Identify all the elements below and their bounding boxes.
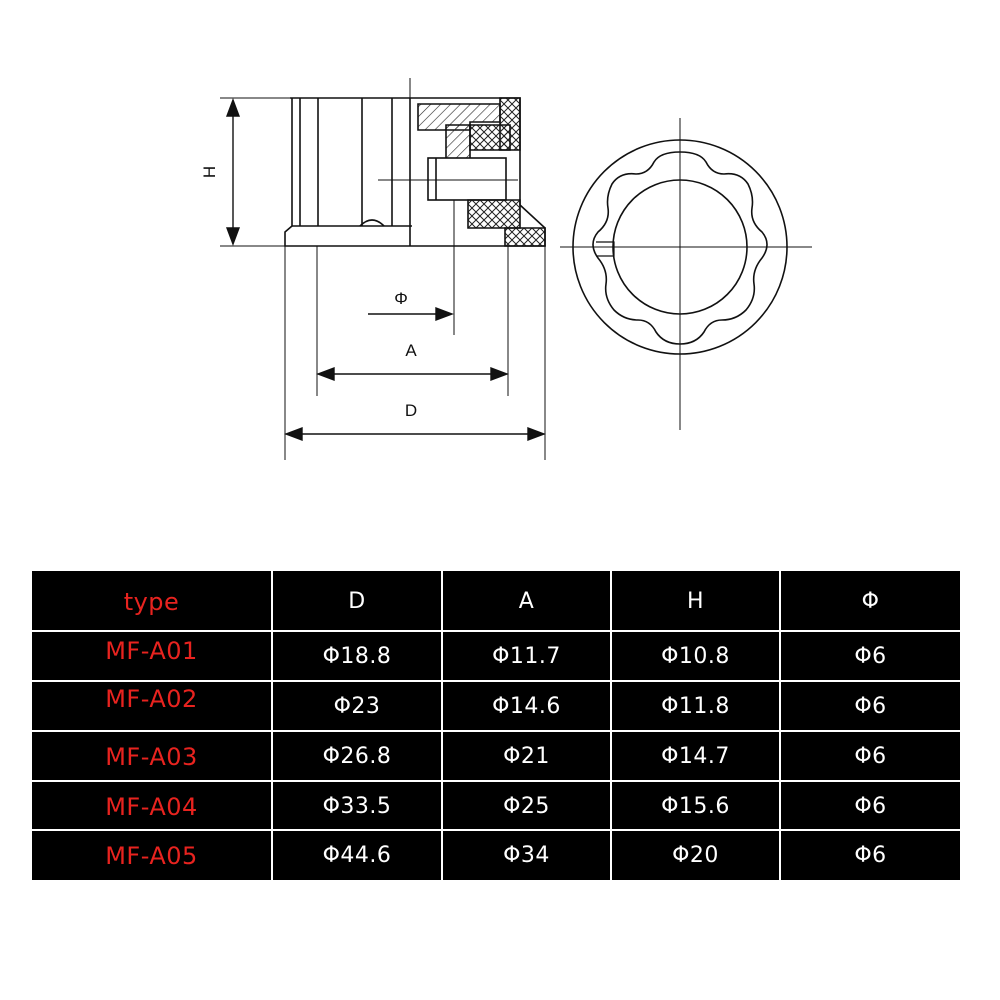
cell-d: Φ26.8	[322, 744, 392, 769]
phi-label: Φ	[394, 289, 408, 308]
cell-a: Φ25	[503, 794, 550, 819]
cell-phi: Φ6	[854, 644, 887, 669]
cell-type: MF-A03	[105, 742, 198, 771]
cell-phi: Φ6	[854, 694, 887, 719]
cell-phi: Φ6	[854, 843, 887, 868]
side-view	[285, 98, 545, 246]
cell-type: MF-A04	[105, 792, 198, 821]
cell-a: Φ14.6	[492, 694, 561, 719]
spec-table	[32, 571, 960, 880]
cell-h: Φ11.8	[661, 694, 730, 719]
d-label: D	[404, 401, 418, 420]
header-a: A	[518, 589, 535, 614]
header-type: type	[123, 587, 180, 616]
cell-a: Φ11.7	[492, 644, 561, 669]
cell-d: Φ44.6	[322, 843, 392, 868]
table-row	[32, 782, 960, 831]
cell-h: Φ15.6	[661, 794, 730, 819]
cell-type: MF-A02	[105, 684, 198, 713]
cell-h: Φ14.7	[661, 744, 730, 769]
cell-d: Φ18.8	[322, 644, 392, 669]
cell-a: Φ21	[503, 744, 550, 769]
header-phi: Φ	[861, 589, 880, 614]
top-view-centerlines	[560, 118, 812, 430]
cell-type: MF-A05	[105, 841, 198, 870]
a-label: A	[405, 341, 417, 360]
cell-h: Φ10.8	[661, 644, 730, 669]
header-d: D	[348, 589, 366, 614]
table-header-row	[32, 577, 960, 626]
cell-phi: Φ6	[854, 744, 887, 769]
cell-d: Φ23	[333, 694, 381, 719]
height-label: H	[200, 165, 219, 179]
table-row	[32, 682, 960, 731]
cell-type: MF-A01	[105, 636, 198, 665]
cell-a: Φ34	[503, 843, 550, 868]
cell-d: Φ33.5	[322, 794, 392, 819]
cell-h: Φ20	[672, 843, 719, 868]
table-row	[32, 732, 960, 781]
table-row	[32, 831, 960, 880]
cell-phi: Φ6	[854, 794, 887, 819]
header-h: H	[686, 589, 705, 614]
